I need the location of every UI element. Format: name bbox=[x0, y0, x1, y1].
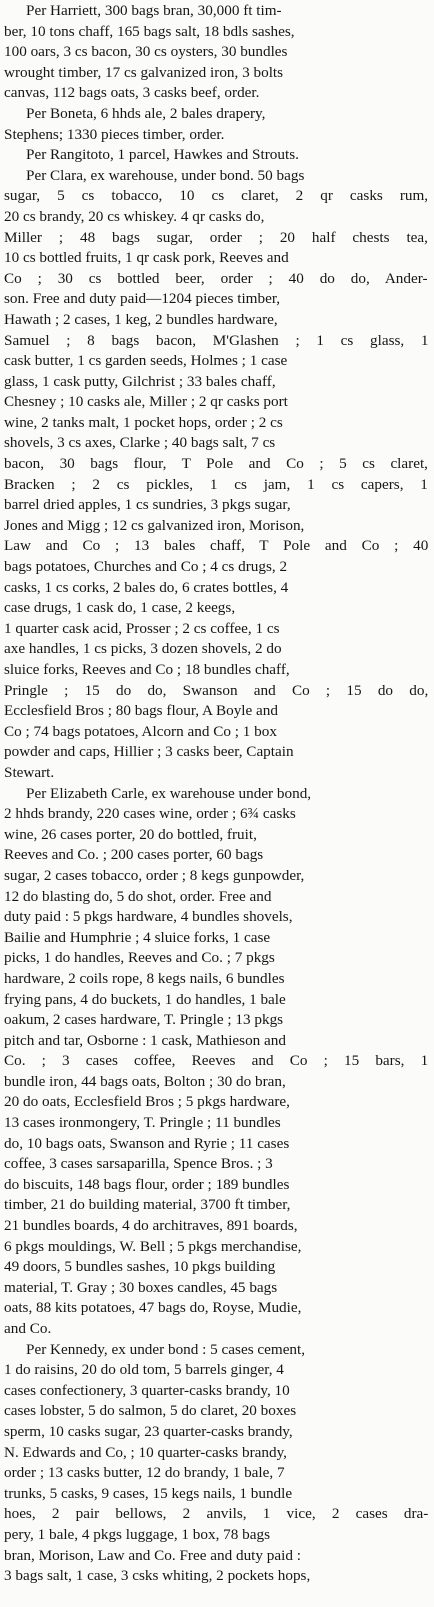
text-line: duty paid : 5 pkgs hardware, 4 bundles shovels, bbox=[4, 908, 293, 926]
text-line: 20 cs brandy, 20 cs whiskey. 4 qr casks do, bbox=[4, 207, 265, 225]
article-paragraph bbox=[4, 166, 428, 784]
text-line: Hawath ; 2 cases, 1 keg, 2 bundles hardware, bbox=[4, 310, 278, 328]
text-line: bran, Morison, Law and Co. Free and duty paid : bbox=[4, 1546, 301, 1564]
text-line: 13 cases ironmongery, T. Pringle ; 11 bundles bbox=[4, 1114, 281, 1132]
text-line: axe handles, 1 cs picks, 3 dozen shovels, 2 do bbox=[4, 640, 282, 658]
text-line: 10 cs bottled fruits, 1 qr cask pork, Reeves and bbox=[4, 249, 289, 267]
text-line: Per Boneta, 6 hhds ale, 2 bales drapery, bbox=[26, 104, 266, 122]
text-line: timber, 21 do building material, 3700 ft timber, bbox=[4, 1196, 291, 1214]
text-line: Jones and Migg ; 12 cs galvanized iron, Morison, bbox=[4, 516, 305, 534]
text-line: Per Harriett, 300 bags bran, 30,000 ft tim- bbox=[26, 2, 282, 19]
text-line: Co. ; 3 cases coffee, Reeves and Co ; 15 bars, 1 bbox=[4, 1052, 429, 1070]
text-line: Miller ; 48 bags sugar, order ; 20 half chests tea, bbox=[4, 228, 428, 246]
text-line: coffee, 3 cases sarsaparilla, Spence Bros. ; 3 bbox=[4, 1155, 273, 1173]
text-line: son. Free and duty paid—1204 pieces timber, bbox=[4, 290, 281, 308]
text-line: picks, 1 do handles, Reeves and Co. ; 7 pkgs bbox=[4, 949, 275, 967]
text-line: Samuel ; 8 bags bacon, M'Glashen ; 1 cs glass, 1 bbox=[4, 331, 429, 349]
text-line: 21 bundles boards, 4 do architraves, 891 boards, bbox=[4, 1217, 298, 1235]
text-line: Per Clara, ex warehouse, under bond. 50 bags bbox=[26, 166, 305, 184]
text-line: Co ; 30 cs bottled beer, order ; 40 do do, Ander- bbox=[4, 269, 428, 287]
text-line: Co ; 74 bags potatoes, Alcorn and Co ; 1 box bbox=[4, 722, 277, 740]
text-line: wine, 26 cases porter, 20 do bottled, fruit, bbox=[4, 825, 257, 843]
text-line: Pringle ; 15 do do, Swanson and Co ; 15 do do, bbox=[4, 681, 429, 699]
text-line: hardware, 2 coils rope, 8 kegs nails, 6 bundles bbox=[4, 969, 285, 987]
shipping-imports-column bbox=[4, 1, 428, 1587]
text-line: 3 bags salt, 1 case, 3 csks whiting, 2 pockets hops, bbox=[4, 1567, 311, 1585]
text-line: Per Kennedy, ex under bond : 5 cases cement, bbox=[26, 1340, 306, 1358]
text-line: hoes, 2 pair bellows, 2 anvils, 1 vice, 2 cases dra- bbox=[4, 1505, 429, 1523]
text-line: canvas, 112 bags oats, 3 casks beef, order. bbox=[4, 84, 260, 102]
text-line: cases confectionery, 3 quarter-casks brandy, 10 bbox=[4, 1381, 290, 1399]
text-line: Stewart. bbox=[4, 763, 55, 781]
text-line: shovels, 3 cs axes, Clarke ; 40 bags salt, 7 cs bbox=[4, 434, 276, 452]
text-line: glass, 1 cask putty, Gilchrist ; 33 bales chaff, bbox=[4, 372, 276, 390]
article-paragraph bbox=[4, 104, 428, 145]
text-line: oats, 88 kits potatoes, 47 bags do, Royse, Mudie, bbox=[4, 1299, 302, 1317]
text-line: sluice forks, Reeves and Co ; 18 bundles chaff, bbox=[4, 661, 290, 678]
text-line: pitch and tar, Osborne : 1 cask, Mathieson and bbox=[4, 1031, 286, 1049]
text-line: frying pans, 4 do buckets, 1 do handles, 1 bale bbox=[4, 990, 286, 1008]
article-paragraph bbox=[4, 1, 428, 104]
text-line: powder and caps, Hillier ; 3 casks beer, Captain bbox=[4, 743, 294, 761]
text-line: Reeves and Co. ; 200 cases porter, 60 bags bbox=[4, 846, 264, 864]
text-line: 100 oars, 3 cs bacon, 30 cs oysters, 30 bundles bbox=[4, 43, 288, 61]
text-line: Law and Co ; 13 bales chaff, T Pole and Co ; 40 bbox=[4, 537, 429, 555]
article-paragraph bbox=[4, 1340, 428, 1587]
text-line: Bailie and Humphrie ; 4 sluice forks, 1 case bbox=[4, 928, 271, 946]
text-line: case drugs, 1 cask do, 1 case, 2 keegs, bbox=[4, 599, 236, 617]
text-line: order ; 13 casks butter, 12 do brandy, 1 bale, 7 bbox=[4, 1464, 285, 1482]
text-line: Stephens; 1330 pieces timber, order. bbox=[4, 125, 225, 143]
text-line: cask butter, 1 cs garden seeds, Holmes ; 1 case bbox=[4, 352, 288, 370]
text-line: bundle iron, 44 bags oats, Bolton ; 30 do bran, bbox=[4, 1072, 286, 1090]
text-line: do, 10 bags oats, Swanson and Ryrie ; 11 cases bbox=[4, 1134, 290, 1152]
text-line: 1 quarter cask acid, Prosser ; 2 cs coffee, 1 cs bbox=[4, 619, 280, 637]
text-line: N. Edwards and Co, ; 10 quarter-casks brandy, bbox=[4, 1443, 287, 1461]
text-line: 2 hhds brandy, 220 cases wine, order ; 6¾ casks bbox=[4, 805, 296, 823]
text-line: sperm, 10 casks sugar, 23 quarter-casks brandy, bbox=[4, 1422, 293, 1440]
text-line: trunks, 5 casks, 9 cases, 15 kegs nails, 1 bundle bbox=[4, 1484, 293, 1502]
text-line: 20 do oats, Ecclesfield Bros ; 5 pkgs hardware, bbox=[4, 1093, 290, 1111]
text-line: wine, 2 tanks malt, 1 pocket hops, order ; 2 cs bbox=[4, 413, 283, 431]
article-paragraph bbox=[4, 145, 428, 166]
text-line: sugar, 5 cs tobacco, 10 cs claret, 2 qr casks rum, bbox=[4, 187, 429, 205]
text-line: bags potatoes, Churches and Co ; 4 cs drugs, 2 bbox=[4, 558, 288, 576]
text-line: Chesney ; 10 casks ale, Miller ; 2 qr casks port bbox=[4, 393, 288, 411]
text-line: cases lobster, 5 do salmon, 5 do claret, 20 boxes bbox=[4, 1402, 297, 1420]
text-line: Bracken ; 2 cs pickles, 1 cs jam, 1 cs capers, 1 bbox=[4, 475, 428, 493]
text-line: casks, 1 cs corks, 2 bales do, 6 crates bottles, 4 bbox=[4, 578, 289, 596]
text-line: do biscuits, 148 bags flour, order ; 189 bundles bbox=[4, 1175, 290, 1193]
text-line: 6 pkgs mouldings, W. Bell ; 5 pkgs merchandise, bbox=[4, 1237, 302, 1255]
text-line: barrel dried apples, 1 cs sundries, 3 pkgs sugar, bbox=[4, 496, 291, 514]
article-paragraph bbox=[4, 784, 428, 1340]
text-line: Ecclesfield Bros ; 80 bags flour, A Boyle and bbox=[4, 702, 278, 720]
text-line: Per Rangitoto, 1 parcel, Hawkes and Strouts. bbox=[26, 146, 299, 164]
text-line: 1 do raisins, 20 do old tom, 5 barrels ginger, 4 bbox=[4, 1361, 284, 1379]
text-line: 12 do blasting do, 5 do shot, order. Free and bbox=[4, 887, 272, 905]
text-line: ber, 10 tons chaff, 165 bags salt, 18 bdls sashes, bbox=[4, 22, 295, 40]
text-line: material, T. Gray ; 30 boxes candles, 45 bags bbox=[4, 1278, 278, 1296]
text-line: pery, 1 bale, 4 pkgs luggage, 1 box, 78 bags bbox=[4, 1525, 271, 1543]
text-line: and Co. bbox=[4, 1320, 52, 1337]
text-line: bacon, 30 bags flour, T Pole and Co ; 5 cs claret, bbox=[4, 455, 428, 473]
text-line: 49 doors, 5 bundles sashes, 10 pkgs building bbox=[4, 1258, 276, 1276]
text-line: Per Elizabeth Carle, ex warehouse under bond, bbox=[26, 784, 312, 802]
text-line: sugar, 2 cases tobacco, order ; 8 kegs gunpowder, bbox=[4, 866, 305, 884]
text-line: oakum, 2 cases hardware, T. Pringle ; 13 pkgs bbox=[4, 1011, 284, 1029]
text-line: wrought timber, 17 cs galvanized iron, 3 bolts bbox=[4, 63, 284, 81]
